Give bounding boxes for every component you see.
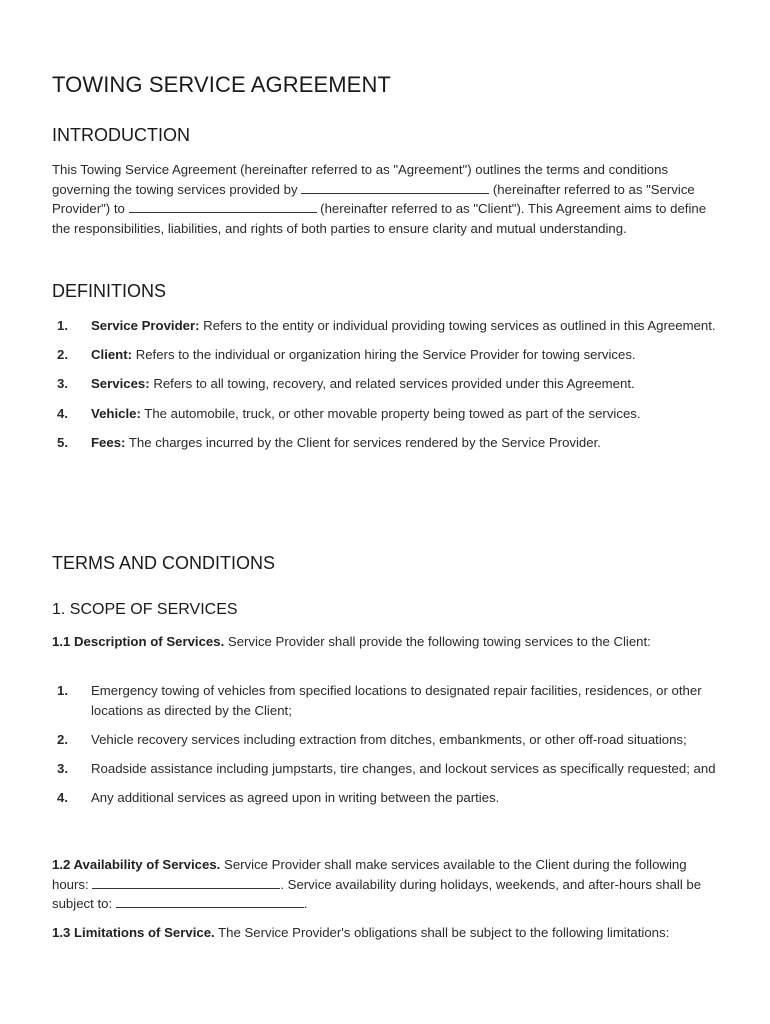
service-item xyxy=(52,730,718,750)
definitions-heading: DEFINITIONS xyxy=(52,281,167,301)
section-1-2-paragraph xyxy=(52,855,718,914)
list-number: 2. xyxy=(57,347,68,363)
definition-item xyxy=(52,374,718,394)
section-label: 1.3 Limitations of Service. xyxy=(52,925,215,940)
service-item xyxy=(52,788,718,808)
after-hours-blank[interactable] xyxy=(116,895,304,908)
definition-item xyxy=(52,433,718,453)
list-number: 3. xyxy=(57,760,68,776)
section-1-3-paragraph xyxy=(52,923,718,943)
list-number: 2. xyxy=(57,731,68,747)
service-provider-blank[interactable] xyxy=(301,181,489,194)
definition-term: Service Provider: xyxy=(91,318,200,333)
section-text: Service Provider shall make services available to the Client during the following hours: xyxy=(52,857,687,892)
definitions-list xyxy=(52,316,718,462)
introduction-text-part: This Towing Service Agreement (hereinafter referred to as "Agreement") outlines the terms and conditions governing the towing services provided by xyxy=(52,162,669,197)
introduction-text-part: (hereinafter referred to as "Service Provider") to xyxy=(52,181,695,217)
definition-item xyxy=(52,345,718,365)
definition-term: Fees: xyxy=(91,434,126,450)
list-number: 1. xyxy=(57,683,68,698)
services-list xyxy=(52,681,718,817)
definition-term: Vehicle: xyxy=(91,405,141,421)
definition-item xyxy=(52,404,718,424)
introduction-heading: INTRODUCTION xyxy=(52,125,190,145)
list-number: 4. xyxy=(57,405,68,421)
terms-heading: TERMS AND CONDITIONS xyxy=(52,553,276,573)
list-number: 5. xyxy=(57,434,68,450)
service-text: Roadside assistance including jumpstarts, tire changes, and lockout services as specifically requested; and xyxy=(91,760,716,776)
section-text: Service Provider shall provide the following towing services to the Client: xyxy=(224,634,651,649)
introduction-text-part: (hereinafter referred to as "Client"). This Agreement aims to define the responsibilities, liabilities, and rights of both parties to ensure clarity and mutual understanding. xyxy=(52,201,707,236)
section-label: 1.1 Description of Services. xyxy=(52,634,225,649)
client-blank[interactable] xyxy=(129,200,317,213)
definition-text: Refers to all towing, recovery, and related services provided under this Agreement. xyxy=(149,376,635,392)
section-text: . Service availability during holidays, weekends, and after-hours shall be subject to: xyxy=(52,876,702,912)
definition-text: Refers to the individual or organization hiring the Service Provider for towing services. xyxy=(132,347,636,363)
scope-heading: 1. SCOPE OF SERVICES xyxy=(52,601,238,618)
definition-term: Client: xyxy=(91,347,133,363)
definition-text: The charges incurred by the Client for services rendered by the Service Provider. xyxy=(125,434,601,450)
service-text: Emergency towing of vehicles from specified locations to designated repair facilities, residences, or other locations as directed by the Client; xyxy=(91,683,702,718)
document-title: TOWING SERVICE AGREEMENT xyxy=(52,72,391,97)
service-item xyxy=(52,681,718,720)
introduction-paragraph xyxy=(52,160,718,238)
list-number: 3. xyxy=(57,376,68,392)
section-1-1-paragraph xyxy=(52,632,718,652)
service-item xyxy=(52,759,718,779)
hours-blank[interactable] xyxy=(92,876,280,889)
section-text: . xyxy=(303,896,308,912)
service-text: Any additional services as agreed upon in writing between the parties. xyxy=(91,790,500,806)
definition-term: Services: xyxy=(91,376,150,392)
definition-text: The automobile, truck, or other movable property being towed as part of the services. xyxy=(140,405,641,421)
section-label: 1.2 Availability of Services. xyxy=(52,857,221,872)
service-text: Vehicle recovery services including extraction from ditches, embankments, or other off-road situations; xyxy=(91,731,687,747)
definition-item xyxy=(52,316,718,336)
list-number: 4. xyxy=(57,790,68,806)
list-number: 1. xyxy=(57,318,68,333)
section-text: The Service Provider's obligations shall be subject to the following limitations: xyxy=(214,925,670,940)
definition-text: Refers to the entity or individual providing towing services as outlined in this Agreement. xyxy=(199,318,716,333)
